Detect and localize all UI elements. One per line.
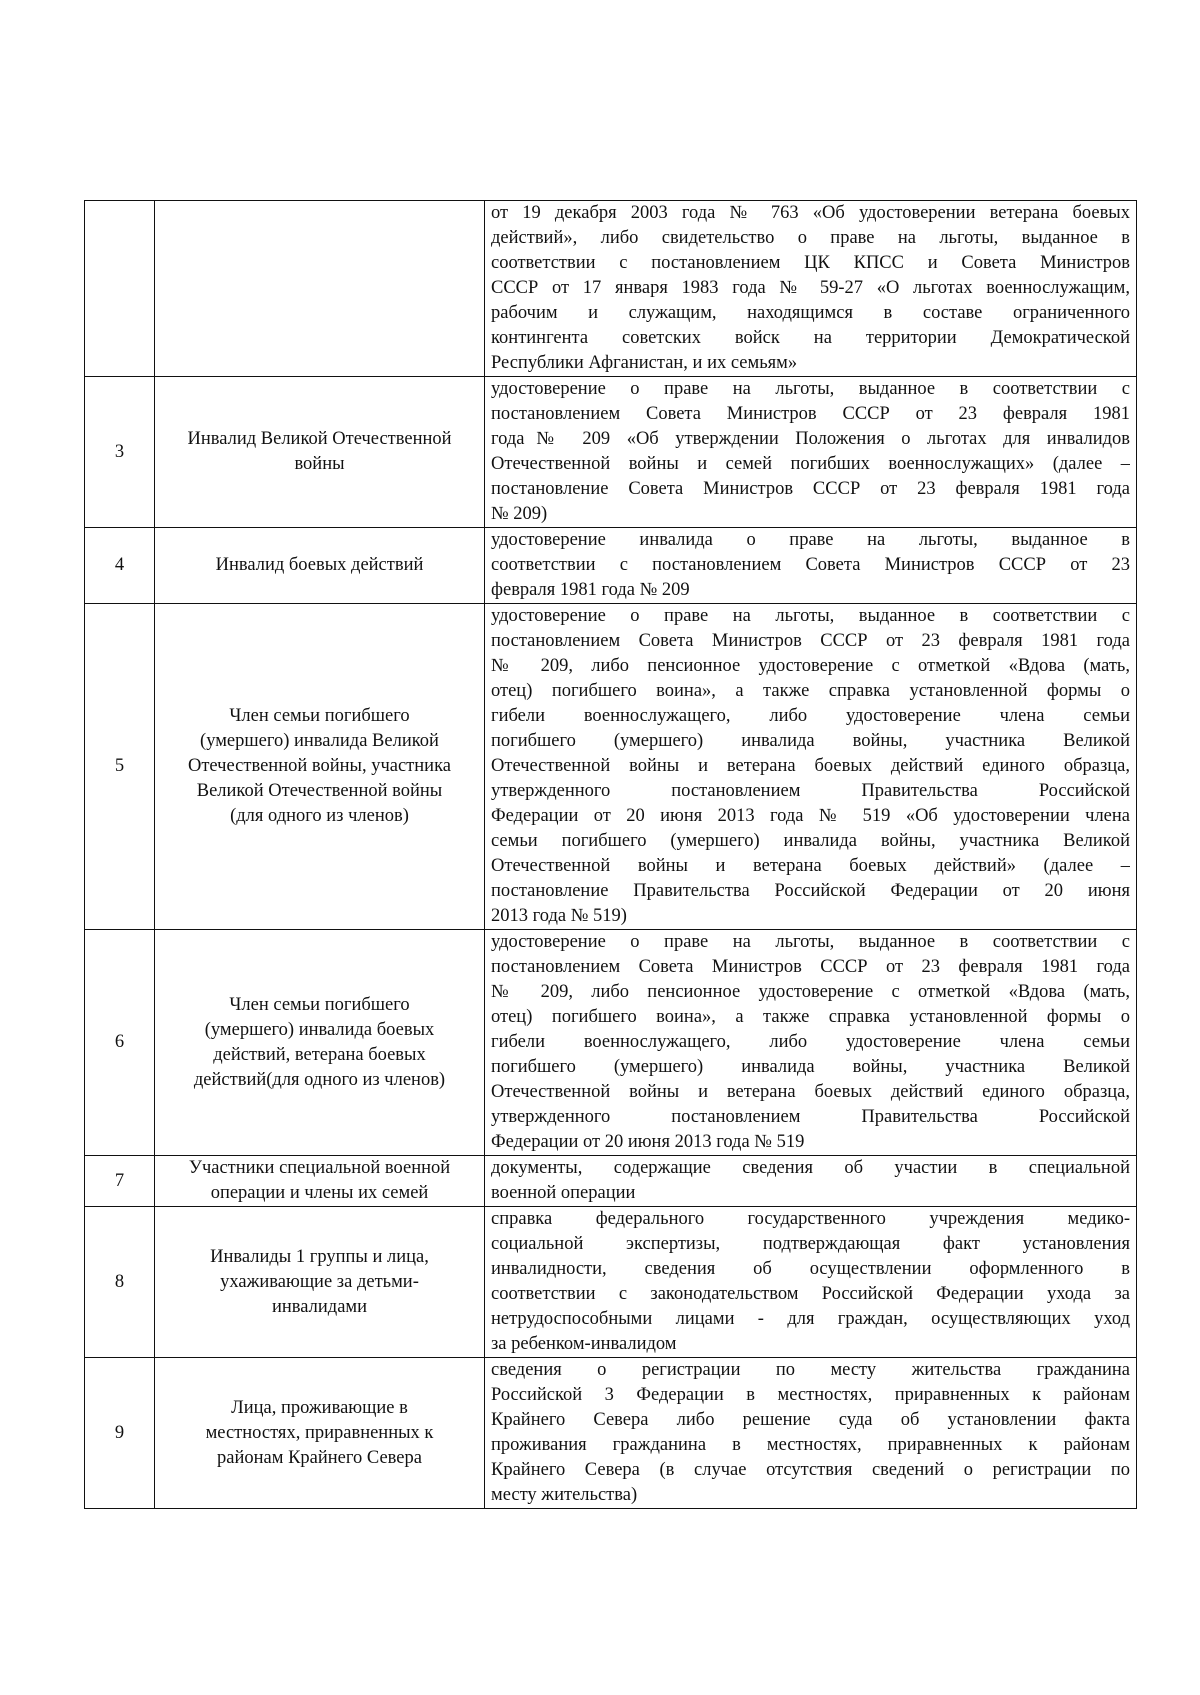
category-line: инвалидами (271, 1296, 368, 1317)
document-line: Крайнего Севера (в случае отсутствия сведений о регистрации по (491, 1460, 1130, 1480)
document-line: Российской 3 Федерации в местностях, приравненных к районам (491, 1385, 1130, 1405)
document-line: соответствии с постановлением Совета Министров СССР от 23 (491, 555, 1130, 575)
document-line: социальной экспертизы, подтверждающая факт установления (491, 1234, 1130, 1254)
document-line: постановление Совета Министров СССР от 23 февраля 1981 года (491, 479, 1130, 499)
category-line: войны (294, 454, 345, 474)
category-line: районам Крайнего Севера (217, 1447, 422, 1468)
row-number: 4 (85, 528, 155, 604)
table-row (85, 528, 1137, 604)
document-line: отец) погибшего воина», а также справка установленной формы о (491, 1007, 1130, 1027)
documents-cell (485, 528, 1137, 604)
category-line: Отечественной войны, участника (187, 756, 451, 776)
document-line: 2013 года № 519) (491, 906, 627, 926)
document-line: СССР от 17 января 1983 года № 59-27 «О льготах военнослужащим, (491, 278, 1130, 298)
category-line: операции и члены их семей (210, 1183, 429, 1203)
document-line: постановлением Совета Министров СССР от 23 февраля 1981 (491, 404, 1130, 424)
document-line: № 209, либо пенсионное удостоверение с отметкой «Вдова (мать, (491, 656, 1130, 676)
document-line: февраля 1981 года № 209 (491, 580, 690, 600)
document-line: рабочим и служащим, находящимся в составе ограниченного (491, 303, 1130, 323)
document-line: Крайнего Севера либо решение суда об установлении факта (491, 1410, 1130, 1430)
category-line: Великой Отечественной войны (196, 781, 443, 801)
table-row (85, 1358, 1137, 1509)
document-line: Отечественной войны и ветерана боевых действий единого образца, (491, 1082, 1130, 1102)
document-line: Федерации от 20 июня 2013 года № 519 (491, 1132, 805, 1152)
document-line: гибели военнослужащего, либо удостоверение члена семьи (491, 706, 1130, 726)
document-line: погибшего (умершего) инвалида войны, участника Великой (491, 731, 1130, 751)
row-number: 5 (85, 604, 155, 930)
document-line: за ребенком-инвалидом (491, 1334, 677, 1354)
category-line: Участники специальной военной (188, 1158, 451, 1178)
document-line: Отечественной войны и семей погибших военнослужащих» (далее – (491, 454, 1130, 474)
table-row (85, 604, 1137, 930)
row-number: 3 (85, 377, 155, 528)
row-number (85, 201, 155, 377)
document-line: месту жительства) (491, 1485, 638, 1505)
category-cell (155, 377, 485, 528)
row-number: 7 (85, 1156, 155, 1207)
documents-cell (485, 1358, 1137, 1509)
documents-cell (485, 604, 1137, 930)
document-line: нетрудоспособными лицами - для граждан, осуществляющих уход (491, 1309, 1130, 1329)
document-line: действий», либо свидетельство о праве на льготы, выданное в (491, 228, 1130, 248)
row-number: 6 (85, 930, 155, 1156)
document-line: сведения о регистрации по месту жительства гражданина (491, 1360, 1130, 1380)
row-number: 9 (85, 1358, 155, 1509)
document-line: Республики Афганистан, и их семьям» (491, 353, 798, 373)
document-line: постановлением Совета Министров СССР от 23 февраля 1981 года (491, 631, 1130, 651)
document-line: соответствии с постановлением ЦК КПСС и Совета Министров (491, 253, 1130, 273)
category-line: Член семьи погибшего (229, 706, 410, 726)
document-line: гибели военнослужащего, либо удостоверение члена семьи (491, 1032, 1130, 1052)
category-line: местностях, приравненных к (205, 1422, 434, 1443)
documents-cell (485, 201, 1137, 377)
category-line: Член семьи погибшего (229, 994, 410, 1015)
document-line: Отечественной войны и ветерана боевых действий» (далее – (491, 856, 1130, 876)
document-line: постановление Правительства Российской Федерации от 20 июня (491, 881, 1130, 901)
document-line: проживания гражданина в местностях, приравненных к районам (491, 1435, 1130, 1455)
category-line: (умершего) инвалида боевых (204, 1019, 435, 1040)
category-line: Инвалиды 1 группы и лица, (210, 1246, 429, 1267)
document-line: № 209, либо пенсионное удостоверение с отметкой «Вдова (мать, (491, 982, 1130, 1002)
document-line: инвалидности, сведения об осуществлении оформленного в (491, 1259, 1130, 1279)
documents-cell (485, 377, 1137, 528)
document-line: удостоверение о праве на льготы, выданное в соответствии с (491, 932, 1130, 952)
document-line: Отечественной войны и ветерана боевых действий единого образца, (491, 756, 1130, 776)
category-cell (155, 201, 485, 377)
document-line: удостоверение инвалида о праве на льготы, выданное в (491, 530, 1130, 550)
category-line: (для одного из членов) (230, 806, 409, 826)
documents-cell (485, 1207, 1137, 1358)
table-row (85, 1207, 1137, 1358)
document-line: справка федерального государственного учреждения медико- (491, 1209, 1130, 1229)
category-line: действий, ветерана боевых (213, 1044, 426, 1065)
category-cell (155, 1358, 485, 1509)
category-line: действий(для одного из членов) (193, 1069, 446, 1090)
document-line: № 209) (491, 504, 548, 524)
document-line: военной операции (491, 1183, 636, 1203)
documents-cell (485, 930, 1137, 1156)
category-cell (155, 1207, 485, 1358)
document-line: отец) погибшего воина», а также справка установленной формы о (491, 681, 1130, 701)
documents-cell (485, 1156, 1137, 1207)
category-line: ухаживающие за детьми- (220, 1271, 419, 1292)
category-cell (155, 1156, 485, 1207)
table-row (85, 930, 1137, 1156)
document-line: Федерации от 20 июня 2013 года № 519 «Об удостоверении члена (491, 806, 1130, 826)
category-cell (155, 528, 485, 604)
category-line: Инвалид Великой Отечественной (187, 429, 452, 449)
category-line: Инвалид боевых действий (215, 555, 424, 575)
document-line: удостоверение о праве на льготы, выданное в соответствии с (491, 606, 1130, 626)
document-line: утвержденного постановлением Правительства Российской (491, 1107, 1130, 1127)
document-line: документы, содержащие сведения об участии в специальной (491, 1158, 1130, 1178)
category-cell (155, 604, 485, 930)
document-line: погибшего (умершего) инвалида войны, участника Великой (491, 1057, 1130, 1077)
document-line: года№ 209 «Об утверждении Положения о льготах для инвалидов (491, 429, 1130, 449)
document-line: утвержденного постановлением Правительства Российской (491, 781, 1130, 801)
row-number: 8 (85, 1207, 155, 1358)
document-line: от 19 декабря 2003 года № 763 «Об удостоверении ветерана боевых (491, 203, 1130, 223)
table-row (85, 377, 1137, 528)
table-row (85, 201, 1137, 377)
category-line: (умершего) инвалида Великой (200, 731, 439, 751)
category-cell (155, 930, 485, 1156)
document-line: удостоверение о праве на льготы, выданное в соответствии с (491, 379, 1130, 399)
category-line: Лица, проживающие в (231, 1397, 408, 1418)
document-line: контингента советских войск на территории Демократической (491, 328, 1130, 348)
document-line: семьи погибшего (умершего) инвалида войны, участника Великой (491, 831, 1130, 851)
table-row (85, 1156, 1137, 1207)
benefits-table (84, 200, 1137, 1509)
document-line: постановлением Совета Министров СССР от 23 февраля 1981 года (491, 957, 1130, 977)
document-line: соответствии с законодательством Российской Федерации ухода за (491, 1284, 1130, 1304)
